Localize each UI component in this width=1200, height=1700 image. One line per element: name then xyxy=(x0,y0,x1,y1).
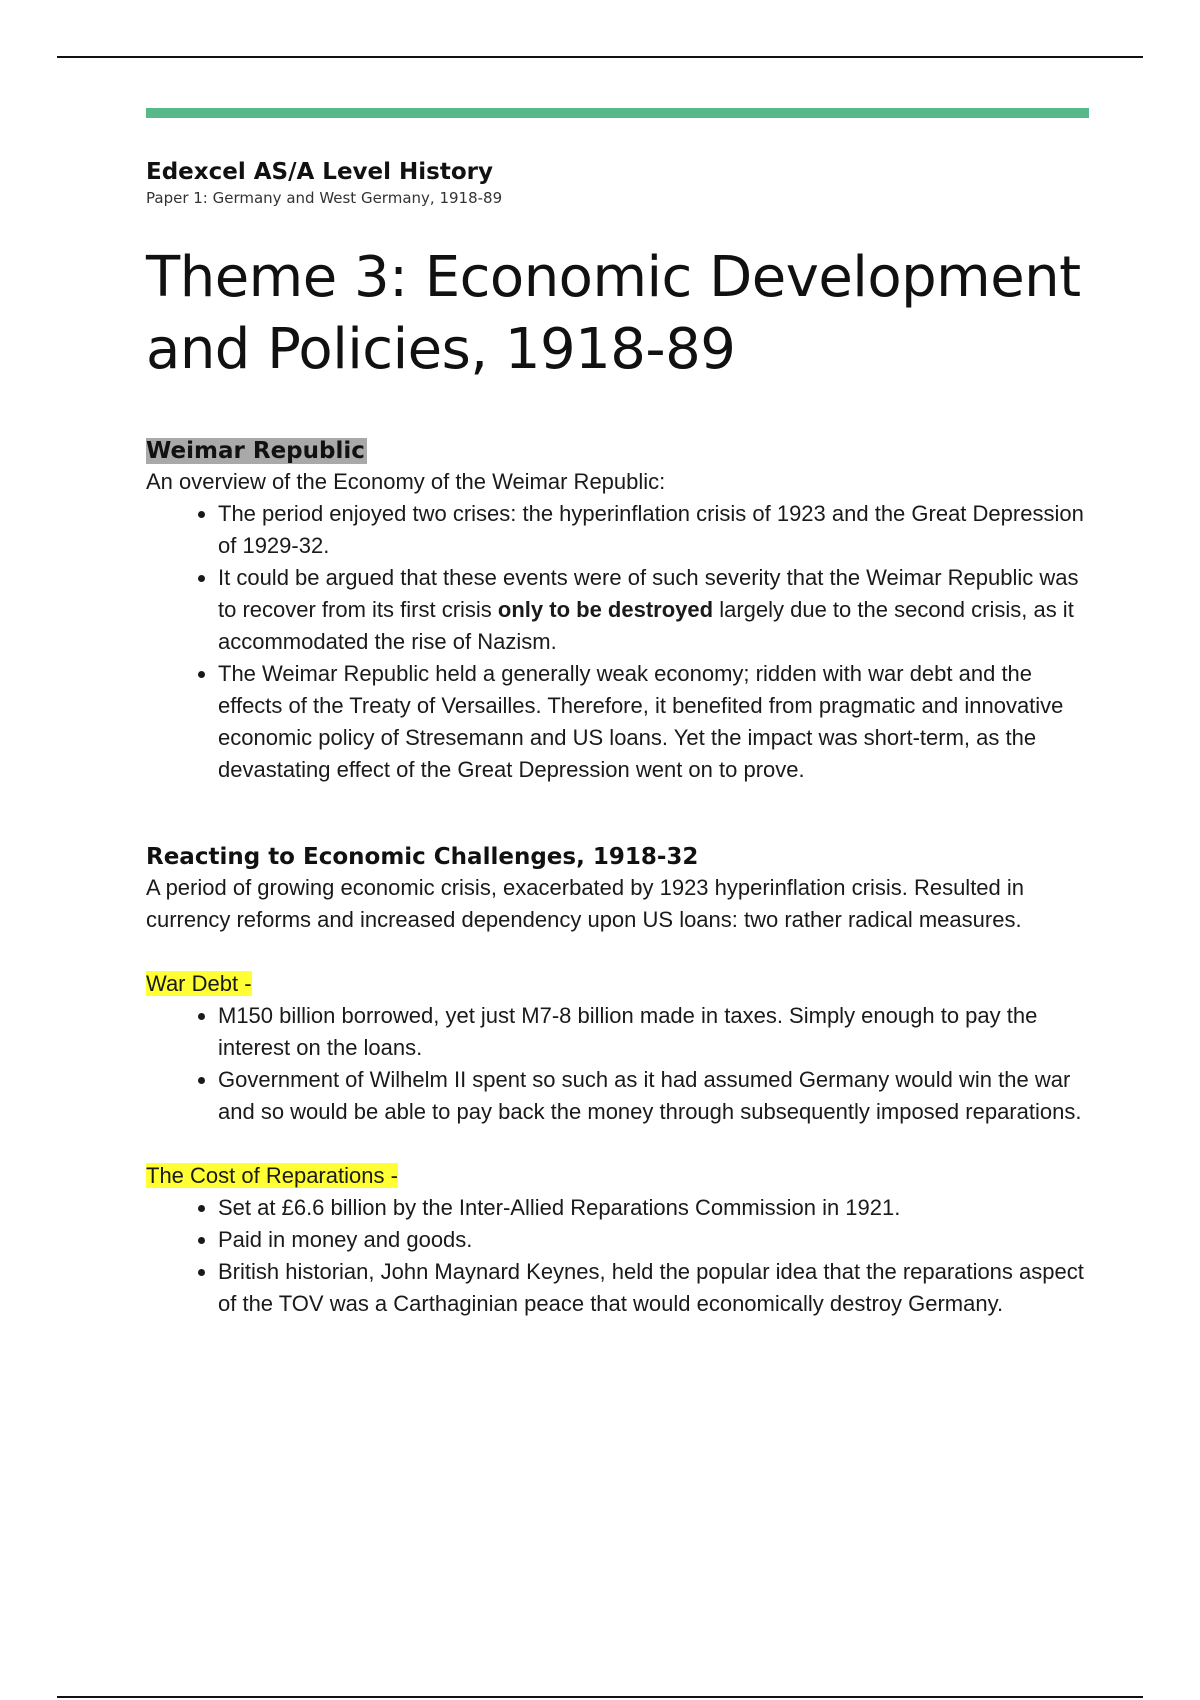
weimar-bullet-1: • The period enjoyed two crises: the hyperinflation crisis of 1923 and the Great Depression of 1929-32. xyxy=(218,498,1090,562)
war-debt-label: War Debt - xyxy=(146,971,252,996)
reparations-bullet-3: • British historian, John Maynard Keynes, held the popular idea that the reparations aspect of the TOV was a Carthaginian peace that would economically destroy Germany. xyxy=(218,1256,1090,1320)
weimar-bullet-2-text-b: largely due to the second crisis, as it accommodated the rise of Nazism. xyxy=(218,597,1074,654)
weimar-bullet-2 xyxy=(218,562,1090,658)
weimar-bullet-list xyxy=(146,498,1090,786)
reacting-heading: Reacting to Economic Challenges, 1918-32 xyxy=(146,844,699,870)
reparations-label-row xyxy=(146,1160,1090,1192)
war-debt-bullet-list xyxy=(146,1000,1090,1128)
weimar-bullet-3: • The Weimar Republic held a generally weak economy; ridden with war debt and the effects of the Treaty of Versailles. Therefore, it benefited from pragmatic and innovative economic policy of Stresemann and US loans. Yet the impact was short-term, as the devastating effect of the Great Depression went on to prove. xyxy=(218,658,1090,786)
weimar-heading xyxy=(146,436,1090,466)
war-debt-label-row xyxy=(146,968,1090,1000)
reparations-section xyxy=(146,1160,1090,1320)
document-content xyxy=(146,108,1090,1320)
reacting-intro: A period of growing economic crisis, exacerbated by 1923 hyperinflation crisis. Resulted in currency reforms and increased dependency upon US loans: two rather radical measures. xyxy=(146,875,1025,932)
page-bottom-rule xyxy=(57,1696,1143,1698)
reparations-label: The Cost of Reparations - xyxy=(146,1163,398,1188)
weimar-section xyxy=(146,436,1090,786)
accent-bar xyxy=(146,108,1089,118)
page-top-rule xyxy=(57,56,1143,58)
weimar-heading-text: Weimar Republic xyxy=(146,438,365,464)
theme-title-line-2: and Policies, 1918-89 xyxy=(146,317,736,382)
theme-title-line-1: Theme 3: Economic Development xyxy=(146,245,1081,310)
weimar-intro: An overview of the Economy of the Weimar Republic: xyxy=(146,469,666,494)
war-debt-bullet-2: • Government of Wilhelm II spent so such as it had assumed Germany would win the war and so would be able to pay back the money through subsequently imposed reparations. xyxy=(218,1064,1090,1128)
war-debt-bullet-1: • M150 billion borrowed, yet just M7-8 billion made in taxes. Simply enough to pay the interest on the loans. xyxy=(218,1000,1090,1064)
reparations-bullet-2: • Paid in money and goods. xyxy=(218,1224,1090,1256)
war-debt-section xyxy=(146,968,1090,1128)
course-title: Edexcel AS/A Level History xyxy=(146,159,493,185)
theme-title xyxy=(146,242,1090,386)
weimar-bullet-2-bold: only to be destroyed xyxy=(497,597,714,622)
reparations-bullet-1: • Set at £6.6 billion by the Inter-Allied Reparations Commission in 1921. xyxy=(218,1192,1090,1224)
reparations-bullet-list xyxy=(146,1192,1090,1320)
reacting-section xyxy=(146,842,1090,936)
weimar-bullet-2-text-a: It could be argued that these events were of such severity that the Weimar Republic was to recover from its first crisis xyxy=(218,565,1079,622)
course-subtitle: Paper 1: Germany and West Germany, 1918-89 xyxy=(146,189,503,207)
